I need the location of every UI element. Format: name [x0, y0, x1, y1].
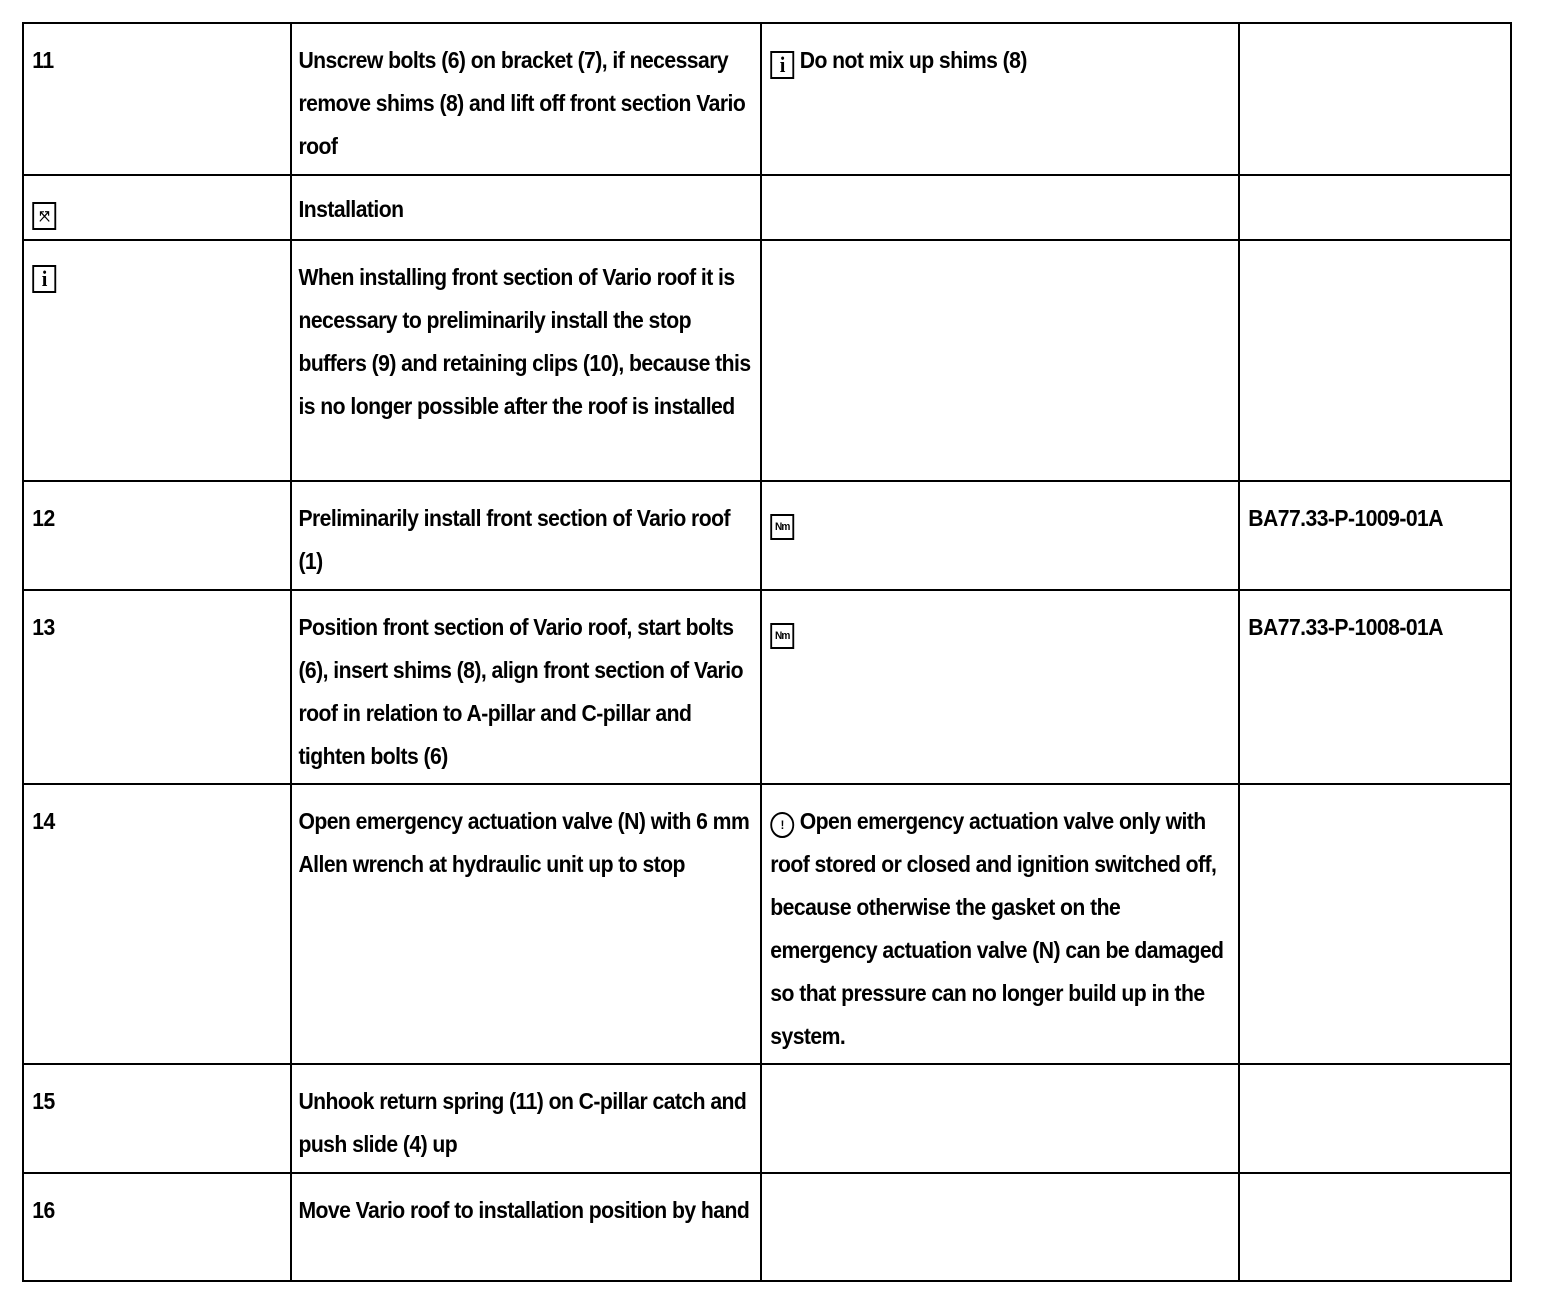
note-cell — [761, 1173, 1239, 1281]
note-text — [762, 241, 1230, 256]
instruction-cell — [291, 784, 761, 1064]
note-cell — [761, 240, 1239, 481]
caution-icon: ! — [770, 812, 794, 838]
reference-text: BA77.33-P-1009-01A — [1248, 505, 1444, 531]
reference-text — [1240, 1065, 1488, 1080]
step-number: 14 — [32, 808, 55, 834]
table-row — [23, 240, 1511, 481]
info-icon: i — [32, 265, 56, 293]
step-cell — [23, 481, 291, 590]
instruction-text: Preliminarily install front section of Vario roof (1) — [298, 505, 730, 574]
reference-cell — [1239, 784, 1511, 1064]
reference-cell — [1239, 1173, 1511, 1281]
instruction-text: Position front section of Vario roof, start bolts (6), insert shims (8), align front section of Vario roof in relation to A-pillar and C-pillar and tighten bolts (6) — [298, 614, 743, 769]
note-text — [762, 1065, 1230, 1080]
note-text — [762, 1174, 1230, 1189]
reference-cell — [1239, 481, 1511, 590]
step-cell — [23, 240, 291, 481]
table-row — [23, 784, 1511, 1064]
instruction-cell — [291, 240, 761, 481]
note-text: Open emergency actuation valve only with roof stored or closed and ignition switched off, because otherwise the gasket on the emergency actuation valve (N) can be damaged so that pressure can no longer build up in the system. — [770, 808, 1224, 1049]
instruction-text: When installing front section of Vario roof it is necessary to preliminarily install the stop buffers (9) and retaining clips (10), because this is no longer possible after the roof is installed — [298, 264, 751, 419]
table-row — [23, 590, 1511, 784]
instruction-cell — [291, 175, 761, 240]
torque-nm-icon: Nm — [770, 514, 794, 540]
instruction-text: Move Vario roof to installation position by hand — [298, 1197, 750, 1223]
reference-cell — [1239, 23, 1511, 175]
reference-text — [1240, 785, 1488, 800]
instruction-cell — [291, 1173, 761, 1281]
table-row — [23, 23, 1511, 175]
reference-text: BA77.33-P-1008-01A — [1248, 614, 1444, 640]
note-text — [762, 176, 1230, 191]
step-number: 16 — [32, 1197, 55, 1223]
table-row — [23, 481, 1511, 590]
note-cell — [761, 1064, 1239, 1173]
step-number: 15 — [32, 1088, 55, 1114]
reference-cell — [1239, 590, 1511, 784]
info-icon: i — [770, 51, 794, 79]
note-cell — [761, 481, 1239, 590]
reference-cell — [1239, 175, 1511, 240]
step-cell — [23, 175, 291, 240]
instruction-text: Unscrew bolts (6) on bracket (7), if necessary remove shims (8) and lift off front section Vario roof — [298, 47, 746, 159]
note-cell — [761, 784, 1239, 1064]
procedure-table — [22, 22, 1512, 1282]
note-cell — [761, 175, 1239, 240]
reference-text — [1240, 24, 1488, 39]
instruction-text: Open emergency actuation valve (N) with 6 mm Allen wrench at hydraulic unit up to stop — [298, 808, 750, 877]
step-cell — [23, 1173, 291, 1281]
step-cell — [23, 23, 291, 175]
step-number: 13 — [32, 614, 55, 640]
instruction-cell — [291, 1064, 761, 1173]
table-row — [23, 175, 1511, 240]
step-cell — [23, 1064, 291, 1173]
reference-cell — [1239, 1064, 1511, 1173]
reference-cell — [1239, 240, 1511, 481]
table-row — [23, 1173, 1511, 1281]
reference-text — [1240, 241, 1488, 256]
instruction-cell — [291, 590, 761, 784]
reference-text — [1240, 176, 1488, 191]
torque-nm-icon: Nm — [770, 623, 794, 649]
note-cell — [761, 590, 1239, 784]
instruction-text: Unhook return spring (11) on C-pillar catch and push slide (4) up — [298, 1088, 747, 1157]
installation-icon: ⤧ — [32, 202, 56, 230]
note-cell — [761, 23, 1239, 175]
step-number: 12 — [32, 505, 55, 531]
step-number: 11 — [32, 47, 54, 73]
table-row — [23, 1064, 1511, 1173]
instruction-cell — [291, 481, 761, 590]
reference-text — [1240, 1174, 1488, 1189]
instruction-cell — [291, 23, 761, 175]
note-text: Do not mix up shims (8) — [799, 47, 1027, 73]
section-heading: Installation — [298, 196, 404, 222]
step-cell — [23, 590, 291, 784]
step-cell — [23, 784, 291, 1064]
